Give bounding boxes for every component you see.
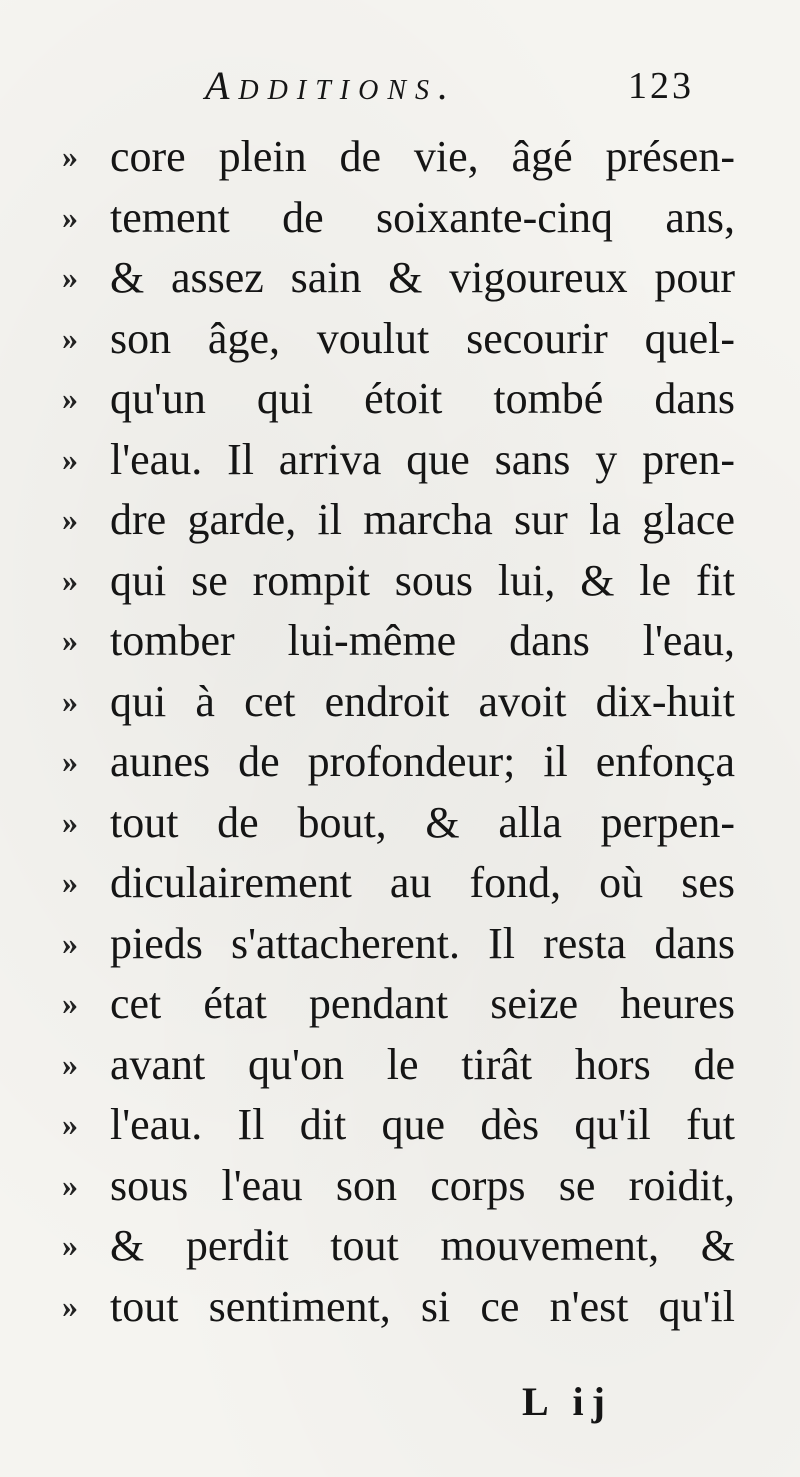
text-line [0,1217,800,1278]
line-text: sous l'eau son corps se roidit, [110,1160,735,1210]
signature-mark: L ij [522,1379,613,1424]
line-text: qu'un qui étoit tombé dans [110,374,735,423]
line-text: tomber lui-même dans l'eau, [110,616,735,665]
body-text [0,128,800,1338]
quotation-mark: » [62,259,75,295]
text-line [0,673,800,734]
quotation-mark: » [62,198,75,235]
quotation-mark: » [62,682,75,719]
quotation-mark: » [62,743,75,779]
quotation-mark: » [62,803,75,840]
line-text: tement de soixante-cinq ans, [110,192,735,242]
quotation-mark: » [62,622,75,658]
line-text: avant qu'on le tirât hors de [110,1039,735,1089]
quotation-mark: » [62,380,75,416]
page-number: 123 [628,65,694,107]
page-header [0,62,800,122]
text-line [0,189,800,250]
line-text: l'eau. Il dit que dès qu'il fut [110,1100,735,1149]
line-text: l'eau. Il arriva que sans y pren- [110,434,735,484]
text-line [0,249,800,310]
line-text: diculairement au fond, où ses [110,858,735,907]
line-text: tout sentiment, si ce n'est qu'il [110,1281,735,1331]
quotation-mark: » [62,1227,75,1263]
text-line [0,1157,800,1218]
quotation-mark: » [62,1287,75,1324]
quotation-mark: » [62,1106,75,1142]
quotation-mark: » [62,924,75,961]
text-line [0,612,800,673]
line-text: pieds s'attacherent. Il resta dans [110,918,735,968]
line-text: cet état pendant seize heures [110,979,735,1028]
text-line [0,794,800,855]
text-line [0,1096,800,1157]
line-text: dre garde, il marcha sur la glace [110,495,735,544]
line-text: & assez sain & vigoureux pour [110,253,735,302]
text-line [0,915,800,976]
quotation-mark: » [62,501,75,537]
running-title: Additions. [205,63,457,108]
line-text: tout de bout, & alla perpen- [110,797,735,847]
quotation-mark: » [62,864,75,900]
text-line [0,370,800,431]
quotation-mark: » [62,319,75,356]
line-text: aunes de profondeur; il enfonça [110,737,735,786]
text-line [0,310,800,371]
text-line [0,733,800,794]
text-line [0,1036,800,1097]
line-text: qui se rompit sous lui, & le fit [110,555,735,605]
line-text: & perdit tout mouvement, & [110,1221,735,1270]
text-line [0,1278,800,1339]
text-line [0,128,800,189]
quotation-mark: » [62,561,75,598]
text-line [0,552,800,613]
line-text: qui à cet endroit avoit dix-huit [110,676,735,726]
quotation-mark: » [62,138,75,174]
text-line [0,431,800,492]
line-text: core plein de vie, âgé présen- [110,132,735,181]
quotation-mark: » [62,1166,75,1203]
quotation-mark: » [62,1045,75,1082]
text-line [0,491,800,552]
quotation-mark: » [62,985,75,1021]
quotation-mark: » [62,440,75,477]
line-text: son âge, voulut secourir quel- [110,313,735,363]
text-line [0,854,800,915]
text-line [0,975,800,1036]
